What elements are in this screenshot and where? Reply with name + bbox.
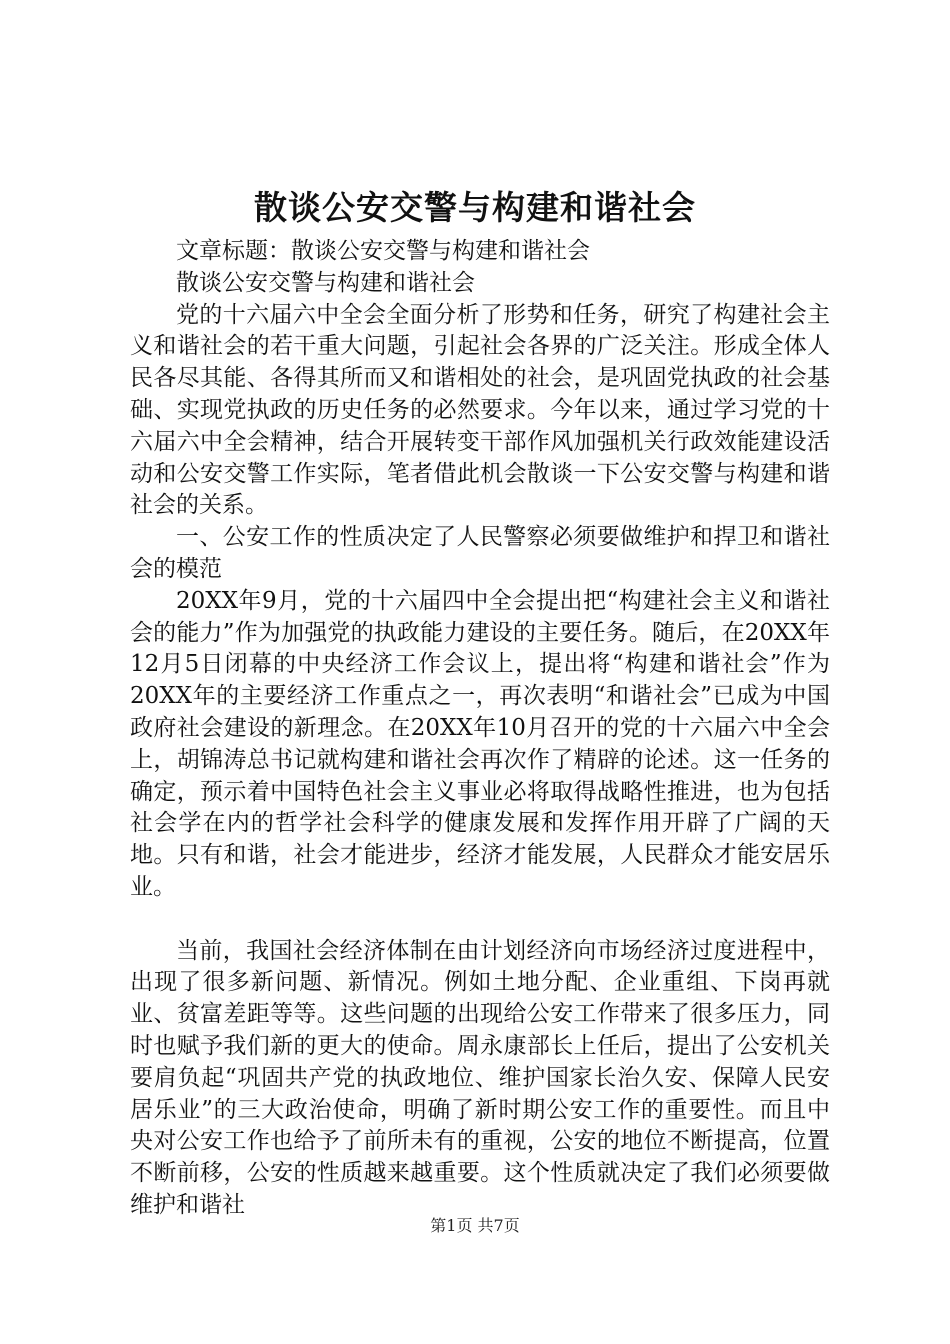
paragraph-intro: 党的十六届六中全会全面分析了形势和任务，研究了构建社会主义和谐社会的若干重大问题，引起社会各界的广泛关注。形成全体人民各尽其能、各得其所而又和谐相处的社会，是巩固党执政的社会基础、实现党执政的历史任务的必然要求。今年以来，通过学习党的十六届六中全会精神，结合开展转变干部作风加强机关行政效能建设活动和公安交警工作实际，笔者借此机会散谈一下公安交警与构建和谐社会的关系。	[130, 301, 830, 519]
paragraph-background: 20XX年9月，党的十六届四中全会提出把“构建社会主义和谐社会的能力”作为加强党的执政能力建设的主要任务。随后，在20XX年12月5日闭幕的中央经济工作会议上，提出将“构建和谐社会”作为20XX年的主要经济工作重点之一，再次表明“和谐社会”已成为中国政府社会建设的新理念。在20XX年10月召开的党的十六届六中全会上，胡锦涛总书记就构建和谐社会再次作了精辟的论述。这一任务的确定，预示着中国特色社会主义事业必将取得战略性推进，也为包括社会学在内的哲学社会科学的健康发展和发挥作用开辟了广阔的天地。只有和谐，社会才能进步，经济才能发展，人民群众才能安居乐业。	[130, 587, 830, 900]
document-body	[130, 236, 830, 1222]
paragraph-current-situation: 当前，我国社会经济体制在由计划经济向市场经济过度进程中，出现了很多新问题、新情况。例如土地分配、企业重组、下岗再就业、贫富差距等等。这些问题的出现给公安工作带来了很多压力，同时也赋予我们新的更大的使命。周永康部长上任后，提出了公安机关要肩负起“巩固共产党的执政地位、维护国家长治久安、保障人民安居乐业”的三大政治使命，明确了新时期公安工作的重要性。而且中央对公安工作也给予了前所未有的重视，公安的地位不断提高，位置不断前移，公安的性质越来越重要。这个性质就决定了我们必须要做维护和谐社	[130, 937, 830, 1218]
paragraph-section-heading: 一、公安工作的性质决定了人民警察必须要做维护和捍卫和谐社会的模范	[130, 524, 830, 582]
document-title: 散谈公安交警与构建和谐社会	[254, 188, 696, 227]
paragraph-article-title: 文章标题：散谈公安交警与构建和谐社会	[176, 238, 590, 264]
paragraph-subtitle: 散谈公安交警与构建和谐社会	[176, 269, 475, 296]
page-footer: 第1页 共7页	[430, 1216, 520, 1235]
